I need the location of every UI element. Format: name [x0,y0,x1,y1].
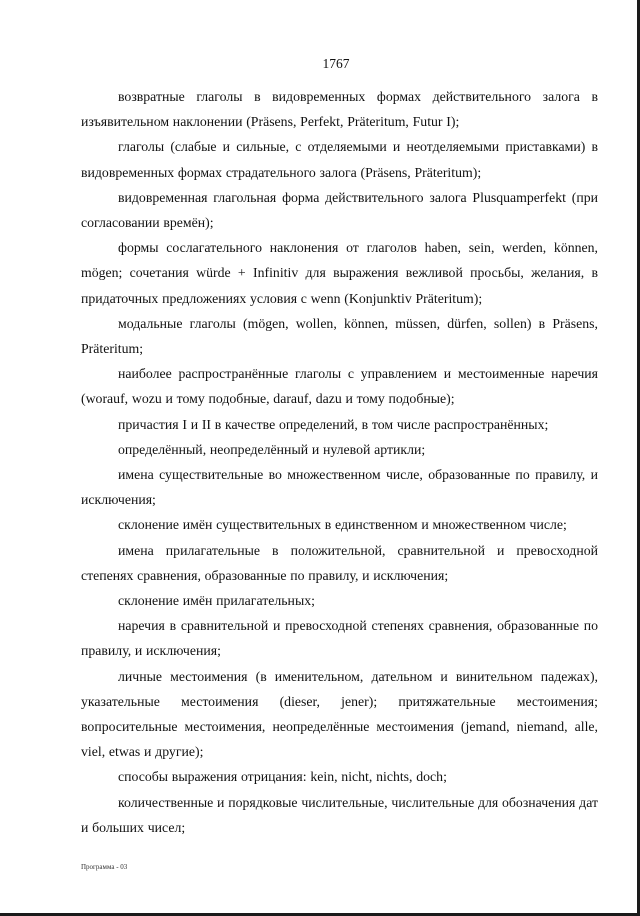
paragraph-noun-declension: склонение имён существительных в единственном и множественном числе; [118,517,567,533]
paragraph-adverbs: наречия в сравнительной и превосходной степенях сравнения, образованные по правилу, и исключения; [81,618,598,659]
paragraph-adjective-degrees: имена прилагательные в положительной, сравнительной и превосходной степенях сравнения, образованные по правилу, и исключения; [81,542,598,583]
paragraph-participles: причастия I и II в качестве определений, в том числе распространённых; [118,416,549,432]
paragraph-reflexive-verbs: возвратные глаголы в видовременных формах действительного залога в изъявительном наклонении (Präsens, Perfekt, Präteritum, Futur I); [81,89,598,130]
page-number: 1767 [322,56,350,71]
paragraph-passive-voice: глаголы (слабые и сильные, с отделяемыми и неотделяемыми приставками) в видовременных формах страдательного залога (Präsens, Präteritum); [81,139,598,180]
paragraph-modal-verbs: модальные глаголы (mögen, wollen, können, müssen, dürfen, sollen) в Präsens, Präteritum; [81,315,598,357]
paragraph-konjunktiv: формы сослагательного наклонения от глаголов haben, sein, werden, können, mögen; сочетания würde + Infinitiv для выражения вежливой просьбы, желания, в придаточных предложениях условия с wenn (Konjunktiv Präteritum); [81,240,598,306]
body-text [81,84,598,840]
paragraph-pronouns: личные местоимения (в именительном, дательном и винительном падежах), указательные местоимения (dieser, jener); притяжательные местоимения; вопросительные местоимения, неопределённые местоимения (jemand, niemand, alle, viel, etwas и другие); [81,668,598,760]
paragraph-plusquamperfekt: видовременная глагольная форма действительного залога Plusquamperfekt (при согласовании времён); [81,189,598,231]
paragraph-negation: способы выражения отрицания: kein, nicht, nichts, doch; [118,769,447,785]
paragraph-adjective-declension: склонение имён прилагательных; [118,593,315,609]
paragraph-articles: определённый, неопределённый и нулевой артикли; [118,441,426,457]
paragraph-numerals: количественные и порядковые числительные, числительные для обозначения дат и больших чисел; [81,794,598,835]
paragraph-verb-government: наиболее распространённые глаголы с управлением и местоименные наречия (worauf, wozu и тому подобные, darauf, dazu и тому подобные); [81,366,598,407]
paragraph-noun-plurals: имена существительные во множественном числе, образованные по правилу, и исключения; [81,467,598,508]
footer-label: Программа - 03 [81,863,128,871]
